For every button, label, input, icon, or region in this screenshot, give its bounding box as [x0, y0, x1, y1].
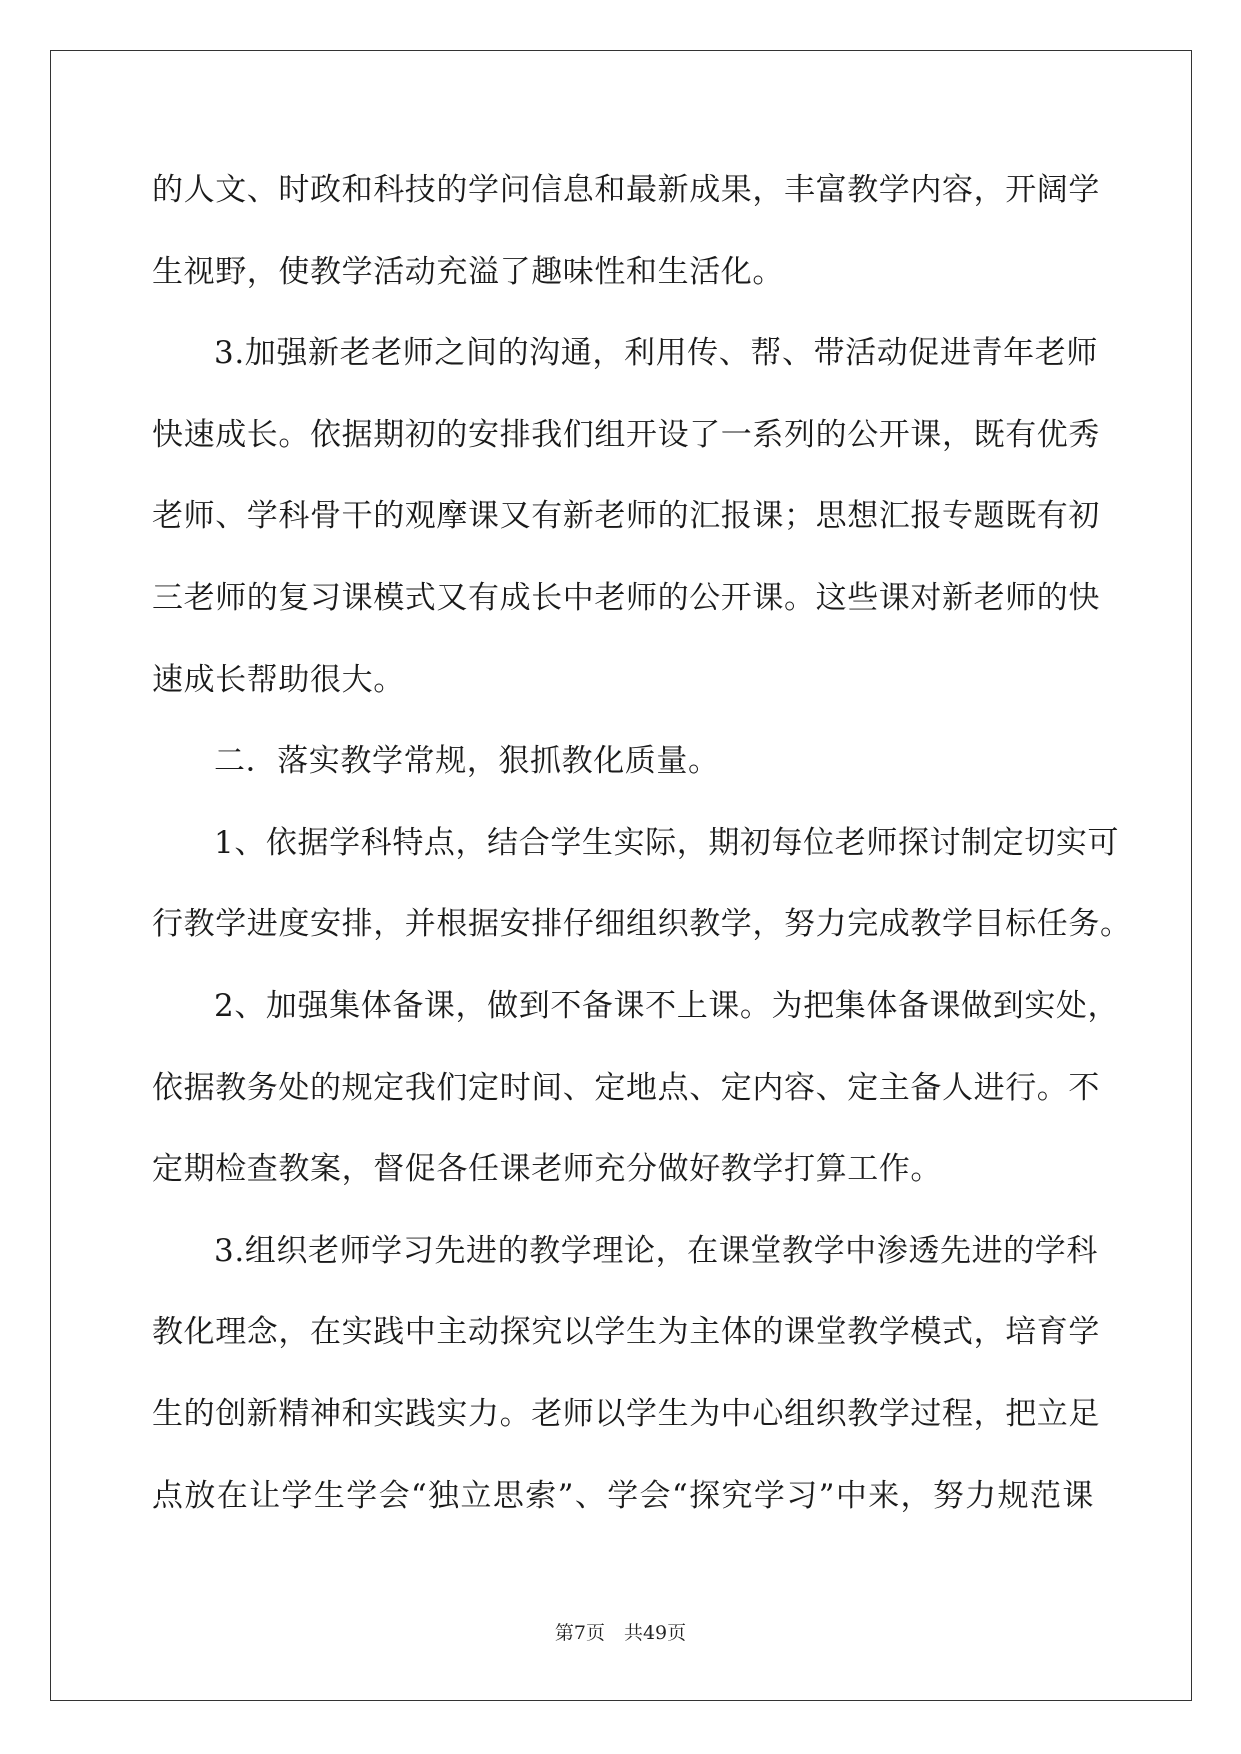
text-line: 三老师的复习课模式又有成长中老师的公开课。这些课对新老师的快 — [152, 579, 1100, 616]
text-line: 3.加强新老老师之间的沟通，利用传、帮、带活动促进青年老师 — [214, 335, 1098, 372]
text-line: 老师、学科骨干的观摩课又有新老师的汇报课；思想汇报专题既有初 — [152, 498, 1100, 535]
text-line: 的人文、时政和科技的学问信息和最新成果，丰富教学内容，开阔学 — [152, 172, 1100, 208]
text-line: 点放在让学生学会“独立思索”、学会“探究学习”中来，努力规范课 — [152, 1477, 1094, 1514]
page-footer: 第7页 共49页 — [554, 1622, 687, 1644]
text-line: 生的创新精神和实践实力。老师以学生为中心组织教学过程，把立足 — [152, 1395, 1100, 1432]
text-line: 3.组织老师学习先进的教学理论，在课堂教学中渗透先进的学科 — [214, 1232, 1098, 1269]
text-line: 定期检查教案，督促各任课老师充分做好教学打算工作。 — [152, 1151, 942, 1188]
text-line: 行教学进度安排，并根据安排仔细组织教学，努力完成教学目标任务。 — [152, 906, 1132, 943]
text-line: 生视野，使教学活动充溢了趣味性和生活化。 — [152, 253, 784, 290]
text-line: 二．落实教学常规，狠抓教化质量。 — [214, 743, 720, 780]
text-line: 速成长帮助很大。 — [152, 661, 405, 698]
text-line: 2、加强集体备课，做到不备课不上课。为把集体备课做到实处， — [214, 987, 1120, 1024]
text-line: 快速成长。依据期初的安排我们组开设了一系列的公开课，既有优秀 — [152, 416, 1100, 453]
document-body — [152, 160, 1132, 1547]
text-line: 教化理念，在实践中主动探究以学生为主体的课堂教学模式，培育学 — [152, 1314, 1100, 1351]
text-line: 依据教务处的规定我们定时间、定地点、定内容、定主备人进行。不 — [152, 1069, 1100, 1106]
text-line: 1、依据学科特点，结合学生实际，期初每位老师探讨制定切实可 — [214, 824, 1120, 861]
